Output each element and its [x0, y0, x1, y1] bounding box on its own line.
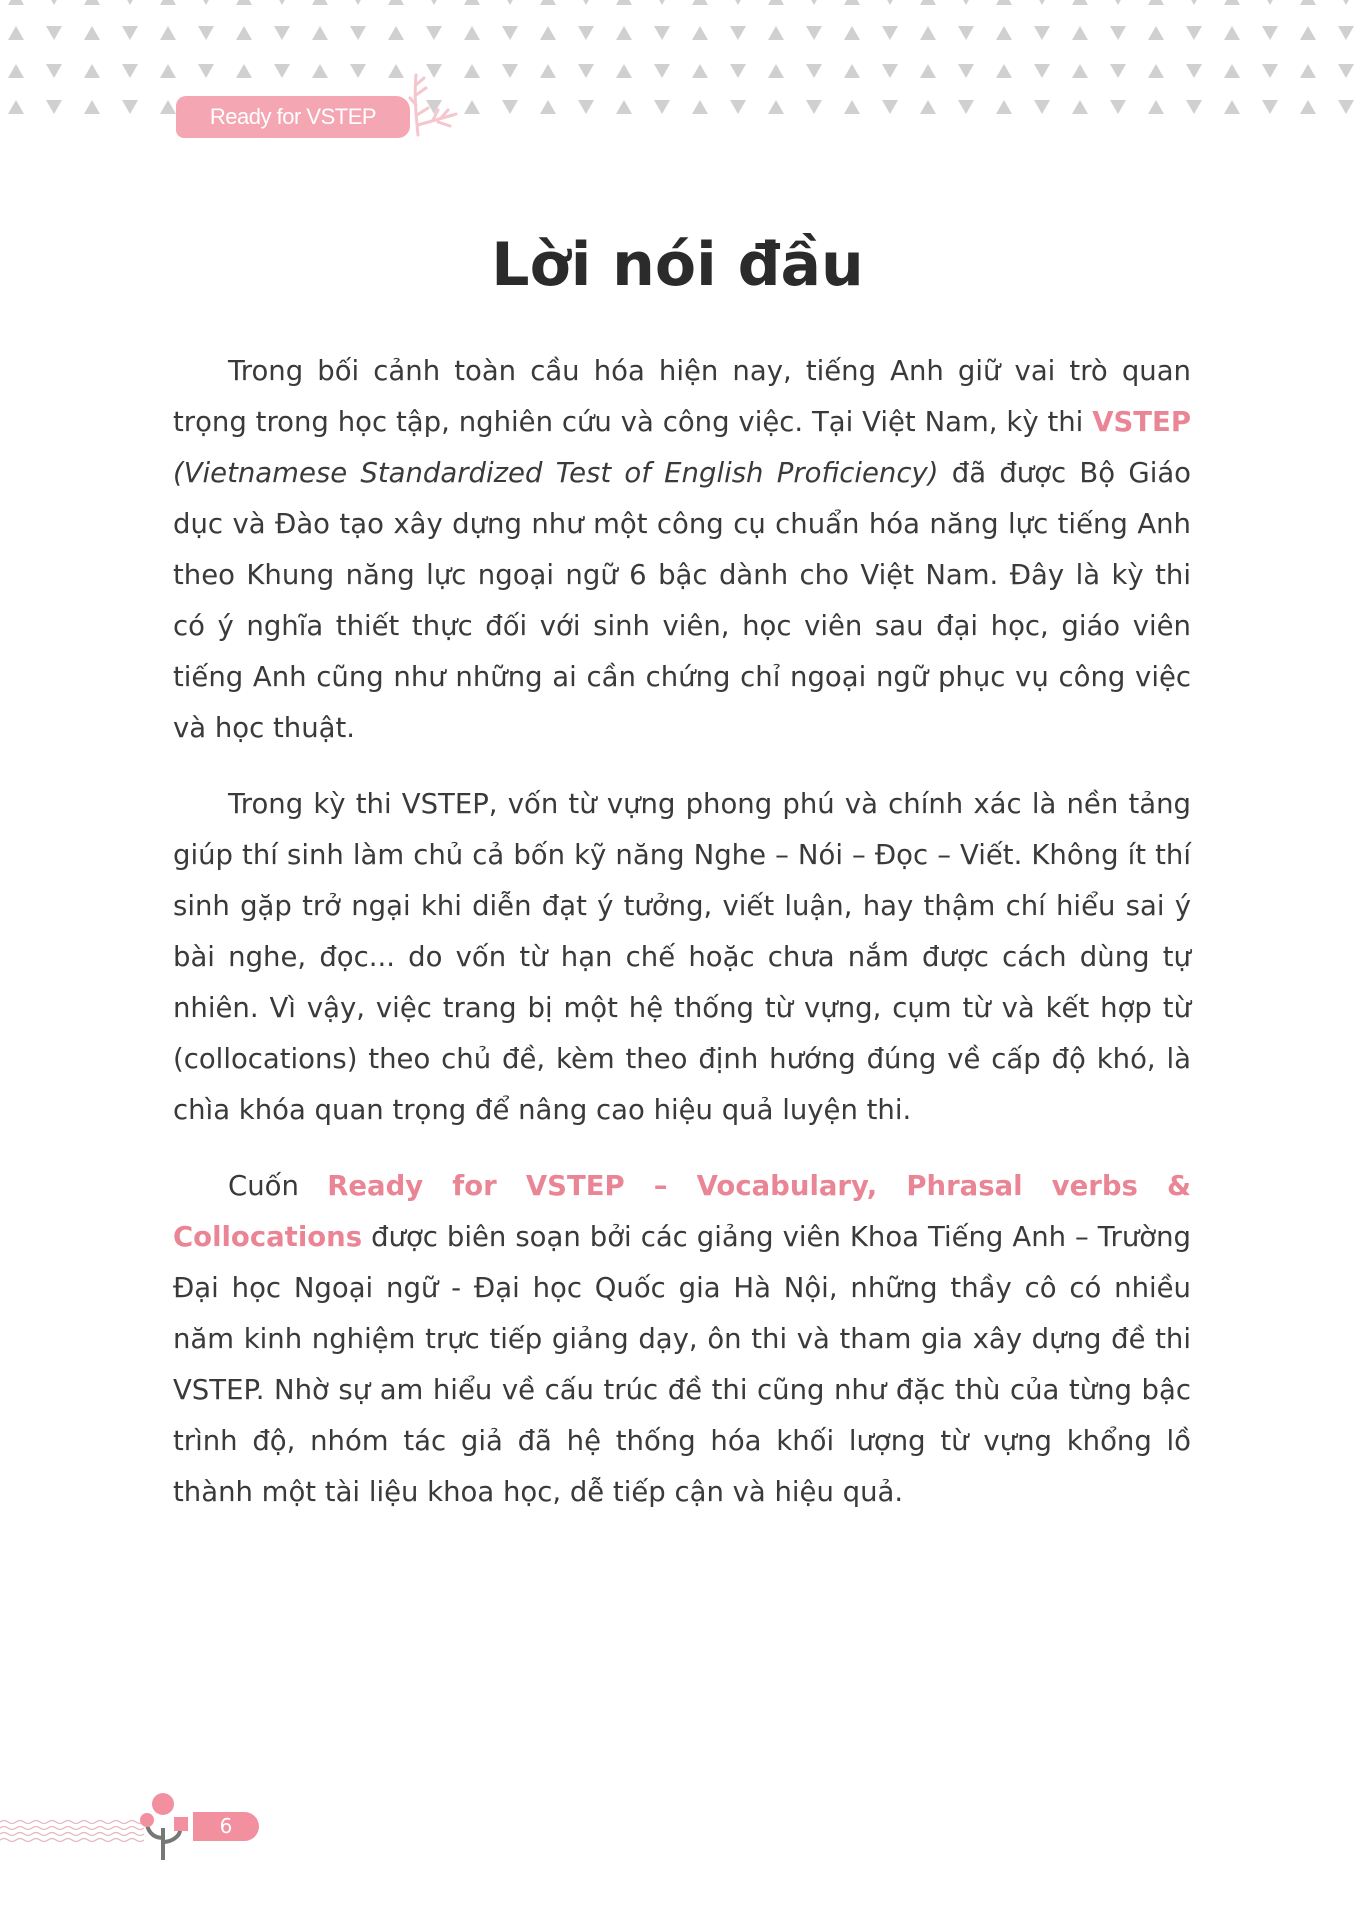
- triangle-up: [8, 64, 24, 78]
- triangle-down: [1186, 64, 1202, 78]
- triangle-down: [122, 26, 138, 40]
- triangle-up: [1072, 0, 1088, 5]
- triangle-down: [1034, 64, 1050, 78]
- triangle-down: [1262, 26, 1278, 40]
- triangle-down: [198, 64, 214, 78]
- triangle-down: [654, 64, 670, 78]
- triangle-up: [844, 64, 860, 78]
- triangle-up: [464, 100, 480, 114]
- triangle-down: [274, 64, 290, 78]
- triangle-up: [160, 100, 176, 114]
- triangle-up: [464, 64, 480, 78]
- triangle-down: [1110, 0, 1126, 5]
- triangle-up: [84, 0, 100, 5]
- triangle-up: [388, 26, 404, 40]
- triangle-down: [730, 100, 746, 114]
- triangle-down: [198, 0, 214, 5]
- triangle-down: [502, 100, 518, 114]
- triangle-down: [882, 0, 898, 5]
- triangle-down: [502, 64, 518, 78]
- triangle-up: [996, 26, 1012, 40]
- triangle-down: [1338, 64, 1354, 78]
- triangle-down: [122, 0, 138, 5]
- triangle-up: [996, 64, 1012, 78]
- triangle-down: [1338, 100, 1354, 114]
- triangle-down: [46, 100, 62, 114]
- triangle-up: [616, 64, 632, 78]
- triangle-down: [1338, 26, 1354, 40]
- triangle-up: [844, 0, 860, 5]
- triangle-down: [882, 64, 898, 78]
- preface-body: [173, 346, 1191, 1543]
- paragraph-1: [173, 346, 1191, 754]
- triangle-down: [578, 0, 594, 5]
- triangle-down: [806, 64, 822, 78]
- triangle-up: [1224, 0, 1240, 5]
- triangle-up: [692, 100, 708, 114]
- triangle-down: [46, 64, 62, 78]
- triangle-up: [540, 26, 556, 40]
- triangle-up: [84, 100, 100, 114]
- triangle-down: [730, 26, 746, 40]
- triangle-down: [806, 100, 822, 114]
- page-number: 6: [193, 1812, 259, 1841]
- triangle-up: [540, 64, 556, 78]
- triangle-up: [84, 26, 100, 40]
- triangle-up: [8, 100, 24, 114]
- page-title: Lời nói đầu: [491, 230, 864, 300]
- triangle-up: [312, 26, 328, 40]
- triangle-up: [540, 0, 556, 5]
- triangle-up: [236, 26, 252, 40]
- triangle-up: [312, 0, 328, 5]
- triangle-up: [464, 26, 480, 40]
- triangle-up: [1148, 64, 1164, 78]
- triangle-down: [274, 0, 290, 5]
- text: Cuốn: [228, 1170, 328, 1202]
- triangle-down: [882, 26, 898, 40]
- triangle-down: [958, 0, 974, 5]
- triangle-down: [274, 26, 290, 40]
- triangle-up: [692, 64, 708, 78]
- triangle-up: [1224, 64, 1240, 78]
- triangle-up: [1072, 100, 1088, 114]
- triangle-down: [1034, 26, 1050, 40]
- triangle-down: [1262, 64, 1278, 78]
- triangle-down: [958, 100, 974, 114]
- triangle-up: [312, 64, 328, 78]
- paragraph-2: Trong kỳ thi VSTEP, vốn từ vựng phong phú và chính xác là nền tảng giúp thí sinh làm chủ cả bốn kỹ năng Nghe – Nói – Đọc – Viết. Không ít thí sinh gặp trở ngại khi diễn đạt ý tưởng, viết luận, hay thậm chí hiểu sai ý bài nghe, đọc... do vốn từ hạn chế hoặc chưa nắm được cách dùng tự nhiên. Vì vậy, việc trang bị một hệ thống từ vựng, cụm từ và kết hợp từ (collocations) theo chủ đề, kèm theo định hướng đúng về cấp độ khó, là chìa khóa quan trọng để nâng cao hiệu quả luyện thi.: [173, 788, 1191, 1126]
- triangle-up: [236, 64, 252, 78]
- triangle-up: [1300, 0, 1316, 5]
- triangle-down: [426, 0, 442, 5]
- triangle-down: [1034, 100, 1050, 114]
- triangle-down: [122, 64, 138, 78]
- tree-icon: [140, 1793, 188, 1860]
- triangle-up: [8, 26, 24, 40]
- triangle-up: [1148, 100, 1164, 114]
- paragraph-3: [173, 1161, 1191, 1518]
- triangle-down: [426, 26, 442, 40]
- triangle-down: [350, 0, 366, 5]
- triangle-down: [958, 64, 974, 78]
- triangle-down: [46, 26, 62, 40]
- triangle-up: [920, 0, 936, 5]
- triangle-up: [768, 26, 784, 40]
- triangle-up: [1072, 64, 1088, 78]
- triangle-up: [1224, 100, 1240, 114]
- triangle-down: [198, 26, 214, 40]
- triangle-up: [1148, 0, 1164, 5]
- triangle-down: [122, 100, 138, 114]
- triangle-down: [654, 0, 670, 5]
- triangle-up: [996, 100, 1012, 114]
- triangle-up: [1148, 26, 1164, 40]
- triangle-up: [160, 0, 176, 5]
- triangle-down: [350, 64, 366, 78]
- triangle-up: [920, 100, 936, 114]
- triangle-up: [160, 64, 176, 78]
- text: Trong bối cảnh toàn cầu hóa hiện nay, tiếng Anh giữ vai trò quan trọng trong học tập, nghiên cứu và công việc. Tại Việt Nam, kỳ thi: [173, 355, 1191, 438]
- triangle-down: [882, 100, 898, 114]
- triangle-up: [768, 100, 784, 114]
- triangle-up: [8, 0, 24, 5]
- triangle-down: [958, 26, 974, 40]
- triangle-up: [1300, 64, 1316, 78]
- triangle-down: [1186, 100, 1202, 114]
- triangle-down: [806, 26, 822, 40]
- triangle-up: [388, 64, 404, 78]
- book-title-highlight: Ready for VSTEP – Vocabulary, Phrasal verbs & Collocations: [173, 1170, 1191, 1253]
- triangle-up: [1072, 26, 1088, 40]
- triangle-down: [1262, 0, 1278, 5]
- triangle-up: [160, 26, 176, 40]
- wave-lines: [0, 1821, 144, 1842]
- triangle-down: [46, 0, 62, 5]
- triangle-up: [540, 100, 556, 114]
- triangle-down: [1338, 0, 1354, 5]
- triangle-down: [1110, 26, 1126, 40]
- triangle-up: [996, 0, 1012, 5]
- triangle-down: [578, 100, 594, 114]
- triangle-up: [844, 26, 860, 40]
- triangle-down: [1110, 100, 1126, 114]
- triangle-up: [692, 26, 708, 40]
- triangle-down: [1186, 0, 1202, 5]
- triangle-up: [920, 26, 936, 40]
- triangle-down: [578, 64, 594, 78]
- series-label: Ready for VSTEP: [176, 96, 410, 138]
- triangle-down: [1110, 64, 1126, 78]
- triangle-up: [616, 0, 632, 5]
- triangle-up: [692, 0, 708, 5]
- vstep-full-name: (Vietnamese Standardized Test of English Proficiency): [173, 457, 939, 489]
- triangle-up: [768, 0, 784, 5]
- triangle-down: [806, 0, 822, 5]
- triangle-up: [920, 64, 936, 78]
- triangle-up: [844, 100, 860, 114]
- triangle-up: [1300, 26, 1316, 40]
- triangle-down: [654, 26, 670, 40]
- triangle-up: [388, 0, 404, 5]
- triangle-down: [730, 64, 746, 78]
- triangle-down: [350, 26, 366, 40]
- triangle-down: [730, 0, 746, 5]
- triangle-down: [1186, 26, 1202, 40]
- text: được biên soạn bởi các giảng viên Khoa Tiếng Anh – Trường Đại học Ngoại ngữ - Đại học Quốc gia Hà Nội, những thầy cô có nhiều năm kinh nghiệm trực tiếp giảng dạy, ôn thi và tham gia xây dựng đề thi VSTEP. Nhờ sự am hiểu về cấu trúc đề thi cũng như đặc thù của từng bậc trình độ, nhóm tác giả đã hệ thống hóa khối lượng từ vựng khổng lồ thành một tài liệu khoa học, dễ tiếp cận và hiệu quả.: [173, 1221, 1191, 1508]
- vstep-highlight: VSTEP: [1092, 406, 1191, 438]
- triangle-up: [1224, 26, 1240, 40]
- triangle-up: [616, 100, 632, 114]
- triangle-down: [502, 26, 518, 40]
- sprig-icon: [408, 70, 463, 140]
- triangle-up: [236, 0, 252, 5]
- triangle-up: [464, 0, 480, 5]
- text: đã được Bộ Giáo dục và Đào tạo xây dựng như một công cụ chuẩn hóa năng lực tiếng Anh theo Khung năng lực ngoại ngữ 6 bậc dành cho Việt Nam. Đây là kỳ thi có ý nghĩa thiết thực đối với sinh viên, học viên sau đại học, giáo viên tiếng Anh cũng như những ai cần chứng chỉ ngoại ngữ phục vụ công việc và học thuật.: [173, 457, 1192, 744]
- triangle-down: [1034, 0, 1050, 5]
- triangle-up: [616, 26, 632, 40]
- triangle-down: [578, 26, 594, 40]
- triangle-up: [84, 64, 100, 78]
- triangle-down: [654, 100, 670, 114]
- triangle-up: [768, 64, 784, 78]
- triangle-down: [1262, 100, 1278, 114]
- triangle-up: [1300, 100, 1316, 114]
- triangle-down: [502, 0, 518, 5]
